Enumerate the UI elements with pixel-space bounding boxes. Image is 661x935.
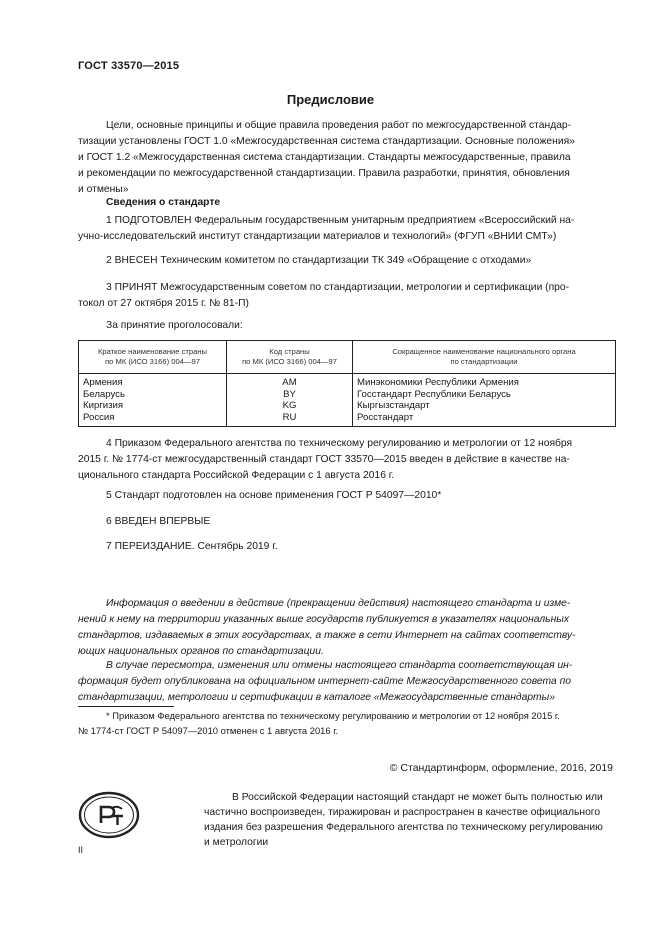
table-row xyxy=(79,400,616,412)
info-1-line: Информация о введении в действие (прекращении действия) настоящего стандарта и изме- xyxy=(106,598,571,609)
standard-code-header: ГОСТ 33570—2015 xyxy=(78,60,180,72)
code-cell: KG xyxy=(227,400,353,412)
footnote-line: * Приказом Федерального агентства по техническому регулированию и метрологии от 12 ноября 2015 г. xyxy=(106,710,560,721)
about-heading: Сведения о стандарте xyxy=(106,197,221,208)
item-6: 6 ВВЕДЕН ВПЕРВЫЕ xyxy=(106,516,211,527)
item-4-line: 4 Приказом Федерального агентства по техническому регулированию и метрологии от 12 ноября xyxy=(106,438,573,449)
item-1 xyxy=(78,213,616,245)
rst-certification-logo-icon xyxy=(78,790,140,840)
country-cell: Россия xyxy=(79,412,227,427)
item-1-line: учно-исследовательский институт стандартизации материалов и технологий» (ФГУП «ВНИИ СМТ») xyxy=(78,231,557,242)
info-paragraph-2 xyxy=(78,658,616,706)
reproduction-notice xyxy=(204,790,616,850)
code-cell: BY xyxy=(227,389,353,401)
header-body: Сокращенное наименование национального органа по стандартизации xyxy=(353,341,616,374)
voted-label: За принятие проголосовали: xyxy=(106,320,243,331)
info-1-line: нений к нему на территории указанных выше государств публикуется в указателях национальных xyxy=(78,614,569,625)
footnote-line: № 1774-ст ГОСТ Р 54097—2010 отменен с 1 августа 2016 г. xyxy=(78,725,339,736)
copyright-line: © Стандартинформ, оформление, 2016, 2019 xyxy=(389,762,613,774)
item-1-line: 1 ПОДГОТОВЛЕН Федеральным государственным унитарным предприятием «Всероссийский на- xyxy=(106,215,575,226)
country-cell: Армения xyxy=(79,374,227,389)
item-3 xyxy=(78,280,616,312)
notice-line: и метрологии xyxy=(204,837,269,848)
intro-line: тизации установлены ГОСТ 1.0 «Межгосударственная система стандартизации. Основные положения» xyxy=(78,136,575,147)
footnote-divider xyxy=(78,706,174,707)
country-cell: Беларусь xyxy=(79,389,227,401)
footnote xyxy=(78,708,616,738)
item-5: 5 Стандарт подготовлен на основе применения ГОСТ Р 54097—2010* xyxy=(106,490,442,501)
table-row xyxy=(79,412,616,427)
page-title: Предисловие xyxy=(286,92,375,107)
info-paragraph-1 xyxy=(78,596,616,660)
info-1-line: стандартов, издаваемых в этих государствах, а также в сети Интернет на сайтах соответству- xyxy=(78,630,576,641)
intro-line: и ГОСТ 1.2 «Межгосударственная система стандартизации. Стандарты межгосударственные, правила xyxy=(78,152,571,163)
intro-paragraph xyxy=(78,118,616,198)
notice-line: частично воспроизведен, тиражирован и распространен в качестве официального xyxy=(204,807,601,818)
intro-line: Цели, основные принципы и общие правила проведения работ по межгосударственной стандар- xyxy=(106,120,572,131)
header-code: Код страны по МК (ИСО 3166) 004—97 xyxy=(227,341,353,374)
info-1-line: ющих национальных органов по стандартизации. xyxy=(78,646,324,657)
body-cell: Минэкономики Республики Армения xyxy=(353,374,616,389)
info-2-line: В случае пересмотра, изменения или отмены настоящего стандарта соответствующая ин- xyxy=(106,660,573,671)
voting-table xyxy=(78,340,616,427)
table-header-row xyxy=(79,341,616,374)
body-cell: Госстандарт Республики Беларусь xyxy=(353,389,616,401)
notice-line: издания без разрешения Федерального агентства по техническому регулированию xyxy=(204,822,603,833)
body-cell: Кыргызстандарт xyxy=(353,400,616,412)
item-7: 7 ПЕРЕИЗДАНИЕ. Сентябрь 2019 г. xyxy=(106,541,278,552)
page-number: II xyxy=(78,845,84,855)
table-row xyxy=(79,374,616,389)
code-cell: AM xyxy=(227,374,353,389)
item-2: 2 ВНЕСЕН Техническим комитетом по стандартизации ТК 349 «Обращение с отходами» xyxy=(106,255,532,266)
item-4-line: ционального стандарта Российской Федерации с 1 августа 2016 г. xyxy=(78,470,395,481)
header-country: Краткое наименование страны по МК (ИСО 3166) 004—97 xyxy=(79,341,227,374)
item-3-line: токол от 27 октября 2015 г. № 81-П) xyxy=(78,298,249,309)
body-cell: Росстандарт xyxy=(353,412,616,427)
table-row xyxy=(79,389,616,401)
intro-line: и рекомендации по межгосударственной стандартизации. Правила разработки, принятия, обновления xyxy=(78,168,570,179)
item-3-line: 3 ПРИНЯТ Межгосударственным советом по стандартизации, метрологии и сертификации (про- xyxy=(106,282,570,293)
country-cell: Киргизия xyxy=(79,400,227,412)
item-4-line: 2015 г. № 1774-ст межгосударственный стандарт ГОСТ 33570—2015 введен в действие в качестве на- xyxy=(78,454,570,465)
item-4 xyxy=(78,436,616,484)
notice-line: В Российской Федерации настоящий стандарт не может быть полностью или xyxy=(232,792,603,803)
code-cell: RU xyxy=(227,412,353,427)
intro-line: и отмены» xyxy=(78,184,129,195)
info-2-line: формация будет опубликована на официальном интернет-сайте Межгосударственного совета по xyxy=(78,676,571,687)
info-2-line: стандартизации, метрологии и сертификации в каталоге «Межгосударственные стандарты» xyxy=(78,692,555,703)
